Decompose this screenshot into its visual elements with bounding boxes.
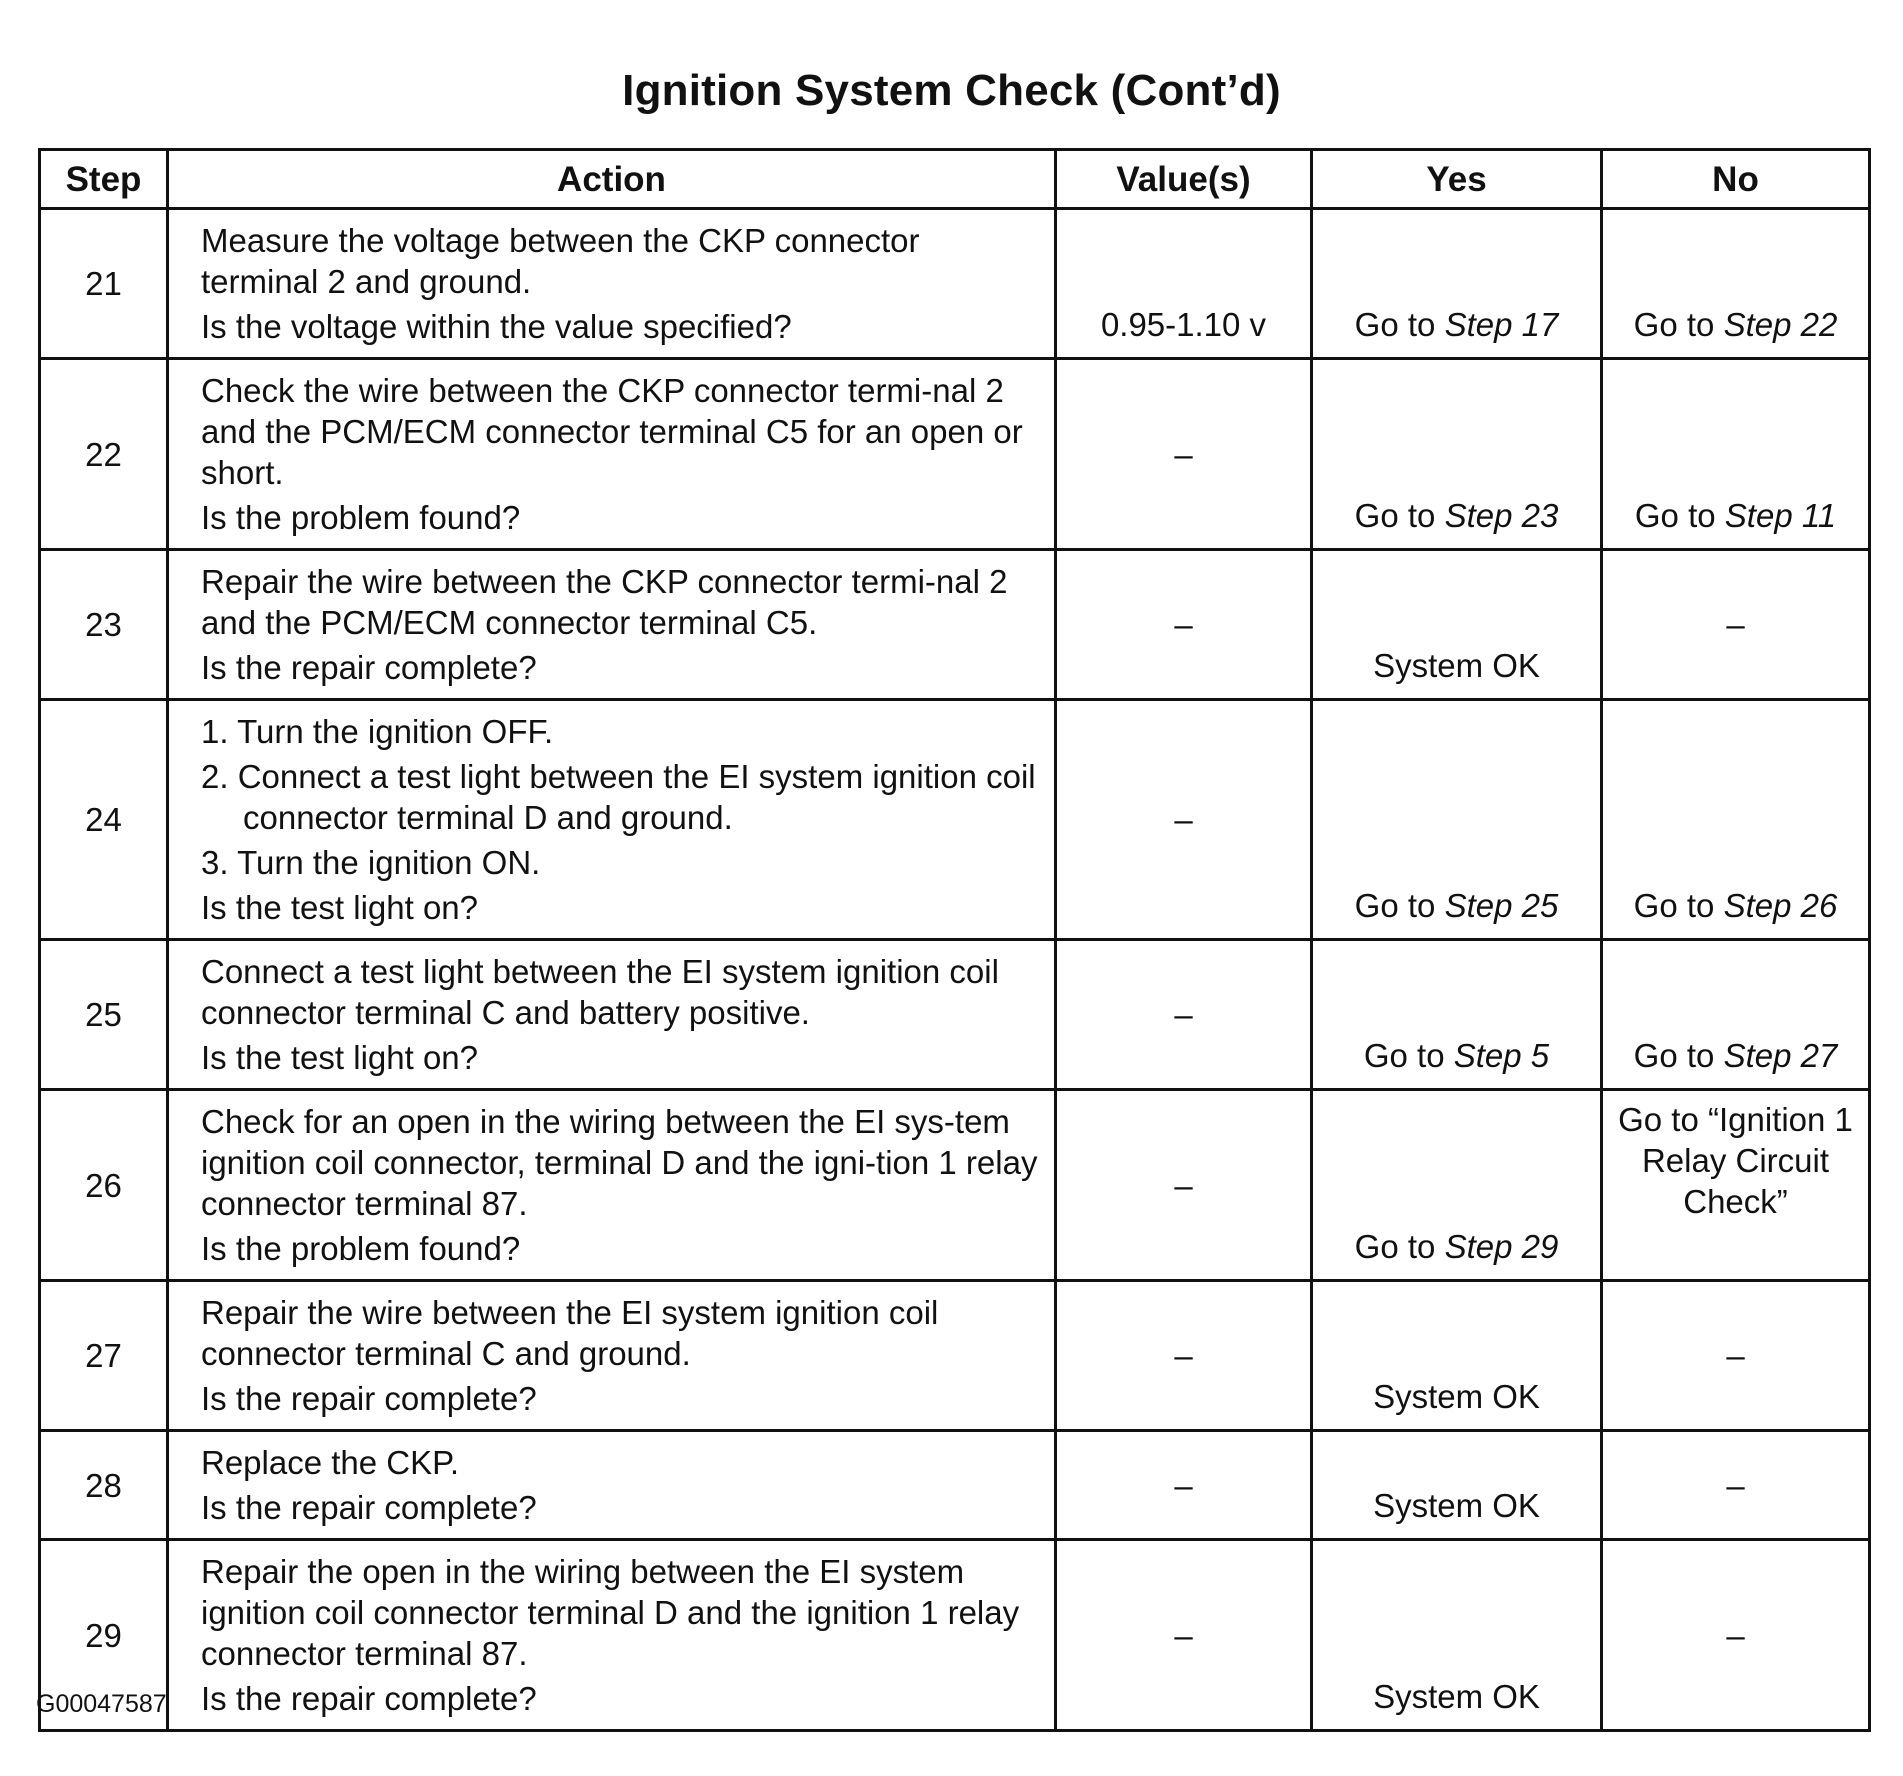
no-step-ref: Step 27 <box>1723 1037 1838 1074</box>
table-row <box>40 1540 1870 1731</box>
table-row <box>40 1281 1870 1431</box>
action-question: Is the repair complete? <box>201 649 537 686</box>
yes-step-ref: Step 17 <box>1444 306 1559 343</box>
value-cell: – <box>1056 1090 1312 1281</box>
action-question: Is the problem found? <box>201 499 521 536</box>
action-text: Connect a test light between the EI system ignition coil connector terminal C and battery positive. <box>201 953 999 1031</box>
action-cell <box>168 1281 1056 1431</box>
action-text: Replace the CKP. <box>201 1444 460 1481</box>
step-number: 28 <box>40 1431 168 1540</box>
yes-cell: System OK <box>1312 1540 1602 1731</box>
table-row <box>40 1090 1870 1281</box>
header-no: No <box>1602 150 1870 209</box>
figure-id: G00047587 <box>36 1690 167 1718</box>
table-row <box>40 359 1870 550</box>
yes-prefix: Go to <box>1354 497 1445 534</box>
yes-step-ref: Step 25 <box>1444 887 1559 924</box>
action-text: Repair the wire between the EI system ignition coil connector terminal C and ground. <box>201 1294 939 1372</box>
step-number: 22 <box>40 359 168 550</box>
ignition-check-table <box>38 148 1871 1732</box>
value-cell: – <box>1056 550 1312 700</box>
yes-cell <box>1312 700 1602 940</box>
no-step-ref: Step 11 <box>1724 497 1837 534</box>
value-cell: – <box>1056 1431 1312 1540</box>
no-cell <box>1602 209 1870 359</box>
no-cell: Go to “Ignition 1 Relay Circuit Check” <box>1602 1090 1870 1281</box>
action-cell <box>168 1540 1056 1731</box>
action-cell <box>168 700 1056 940</box>
no-prefix: Go to <box>1633 1037 1724 1074</box>
action-list-item: 2. Connect a test light between the EI system ignition coil connector terminal D and ground. <box>201 758 1036 836</box>
yes-prefix: Go to <box>1354 306 1445 343</box>
page-title: Ignition System Check (Cont’d) <box>622 66 1281 115</box>
step-number: 23 <box>40 550 168 700</box>
no-cell <box>1602 940 1870 1090</box>
header-action: Action <box>168 150 1056 209</box>
table-row <box>40 940 1870 1090</box>
yes-prefix: Go to <box>1363 1037 1454 1074</box>
yes-step-ref: Step 29 <box>1444 1228 1559 1265</box>
yes-cell: System OK <box>1312 1431 1602 1540</box>
value-cell: – <box>1056 359 1312 550</box>
action-question: Is the repair complete? <box>201 1489 537 1526</box>
action-cell <box>168 359 1056 550</box>
action-list-item: 3. Turn the ignition ON. <box>201 844 541 881</box>
table-header-row <box>40 150 1870 209</box>
no-prefix: Go to <box>1633 306 1724 343</box>
table-row <box>40 1431 1870 1540</box>
header-yes: Yes <box>1312 150 1602 209</box>
no-cell: – <box>1602 550 1870 700</box>
no-cell <box>1602 359 1870 550</box>
value-cell: – <box>1056 940 1312 1090</box>
yes-cell: System OK <box>1312 1281 1602 1431</box>
no-step-ref: Step 22 <box>1723 306 1838 343</box>
step-number: 25 <box>40 940 168 1090</box>
yes-prefix: Go to <box>1354 887 1445 924</box>
no-cell: – <box>1602 1281 1870 1431</box>
no-cell: – <box>1602 1431 1870 1540</box>
header-values: Value(s) <box>1056 150 1312 209</box>
no-cell: – <box>1602 1540 1870 1731</box>
value-cell: – <box>1056 700 1312 940</box>
action-question: Is the repair complete? <box>201 1680 537 1717</box>
action-question: Is the problem found? <box>201 1230 521 1267</box>
value-cell: – <box>1056 1281 1312 1431</box>
yes-cell <box>1312 209 1602 359</box>
action-text: Repair the wire between the CKP connector termi-nal 2 and the PCM/ECM connector terminal C5. <box>201 563 1008 641</box>
table-row <box>40 700 1870 940</box>
action-cell <box>168 1431 1056 1540</box>
action-text: Repair the open in the wiring between the EI system ignition coil connector terminal D and the ignition 1 relay connector terminal 87. <box>201 1553 1020 1672</box>
yes-step-ref: Step 5 <box>1453 1037 1550 1074</box>
no-step-ref: Step 26 <box>1723 887 1838 924</box>
action-cell <box>168 209 1056 359</box>
no-prefix: Go to <box>1633 887 1724 924</box>
action-question: Is the voltage within the value specified? <box>201 308 792 345</box>
no-cell <box>1602 700 1870 940</box>
action-cell <box>168 1090 1056 1281</box>
action-text: Check for an open in the wiring between the EI sys-tem ignition coil connector, terminal D and the igni-tion 1 relay connector terminal 87. <box>201 1103 1038 1222</box>
value-cell: 0.95-1.10 v <box>1056 209 1312 359</box>
action-list-item: 1. Turn the ignition OFF. <box>201 713 554 750</box>
table-row <box>40 209 1870 359</box>
yes-cell <box>1312 1090 1602 1281</box>
yes-step-ref: Step 23 <box>1444 497 1559 534</box>
yes-cell <box>1312 359 1602 550</box>
step-number: 29 <box>40 1540 168 1731</box>
yes-prefix: Go to <box>1354 1228 1445 1265</box>
action-question: Is the repair complete? <box>201 1380 537 1417</box>
action-text: Check the wire between the CKP connector termi-nal 2 and the PCM/ECM connector terminal C5 for an open or short. <box>201 372 1023 491</box>
action-cell <box>168 940 1056 1090</box>
step-number: 26 <box>40 1090 168 1281</box>
table-row <box>40 550 1870 700</box>
value-cell: – <box>1056 1540 1312 1731</box>
yes-cell: System OK <box>1312 550 1602 700</box>
action-cell <box>168 550 1056 700</box>
header-step: Step <box>40 150 168 209</box>
step-number: 24 <box>40 700 168 940</box>
no-prefix: Go to <box>1634 497 1725 534</box>
step-number: 21 <box>40 209 168 359</box>
action-question: Is the test light on? <box>201 1039 479 1076</box>
action-question: Is the test light on? <box>201 889 479 926</box>
action-text: Measure the voltage between the CKP connector terminal 2 and ground. <box>201 222 920 300</box>
step-number: 27 <box>40 1281 168 1431</box>
yes-cell <box>1312 940 1602 1090</box>
